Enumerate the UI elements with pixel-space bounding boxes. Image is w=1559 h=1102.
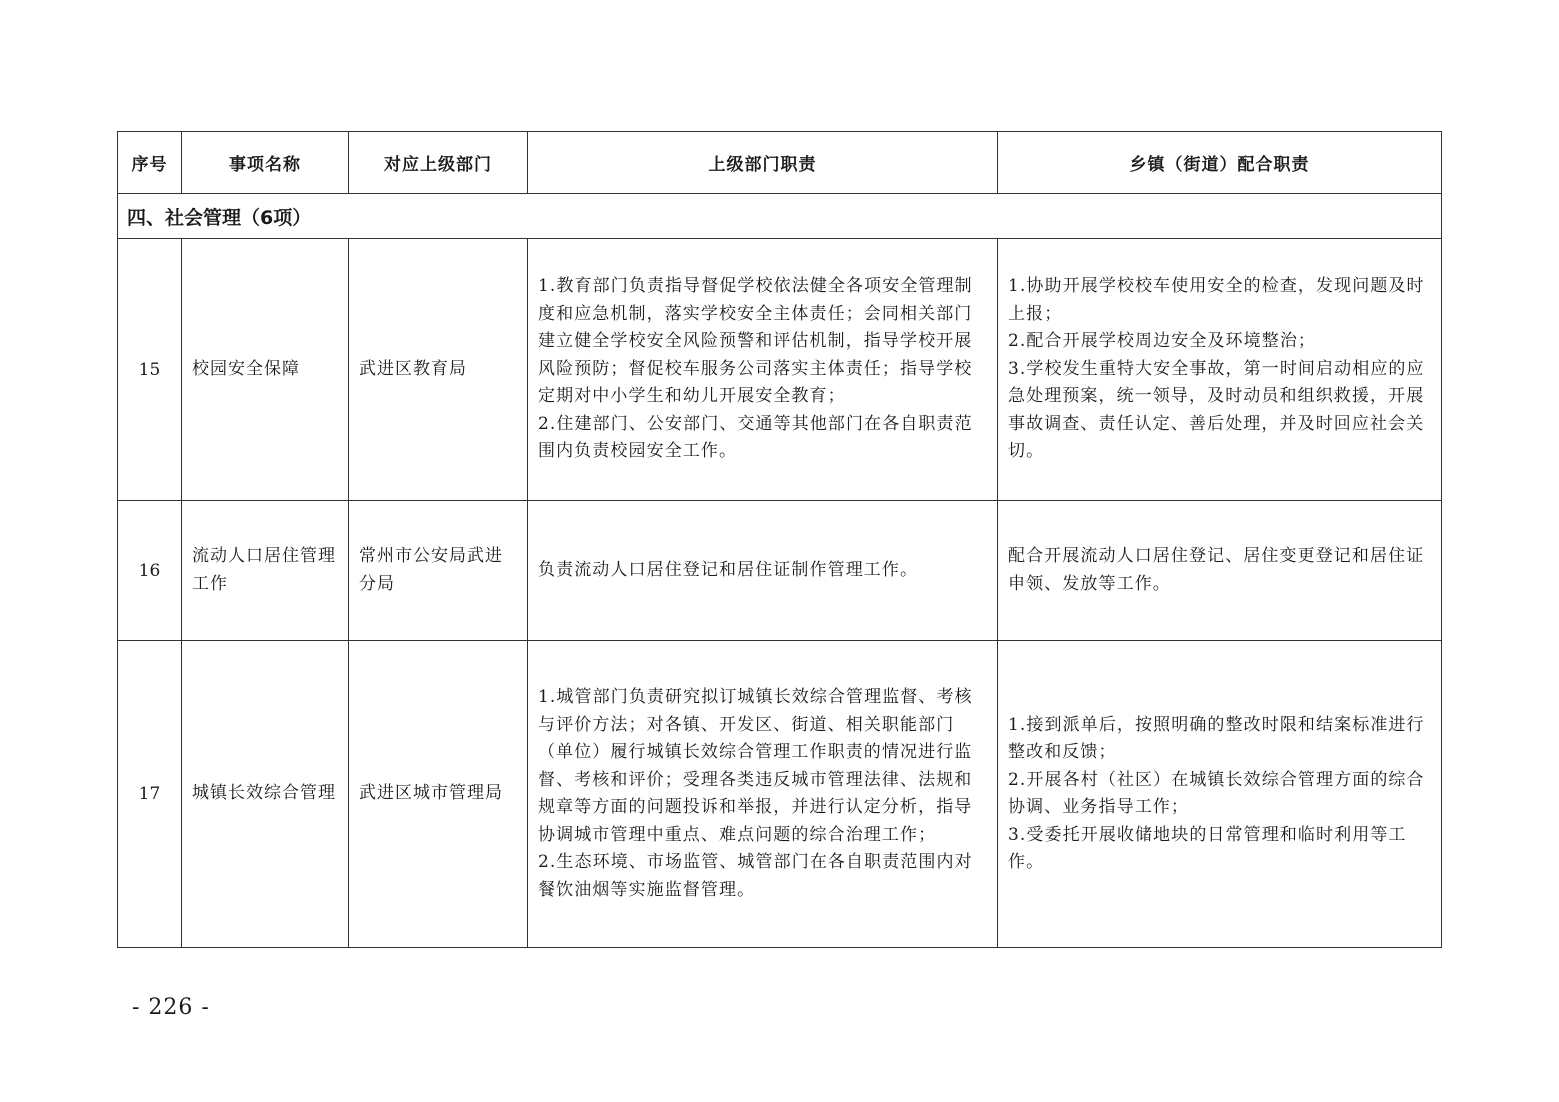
duty-line: 2.配合开展学校周边安全及环境整治；: [1008, 331, 1317, 352]
row-number: 15: [118, 239, 182, 501]
duty-line: 1.城管部门负责研究拟订城镇长效综合管理监督、考核与评价方法；对各镇、开发区、街道、相关职能部门（单位）履行城镇长效综合管理工作职责的情况进行监督、考核和评价；受理各类违反城市管理法律、法规和规章等方面的问题投诉和举报，并进行认定分析，指导协调城市管理中重点、难点问题的综合治理工作；: [538, 687, 973, 845]
section-title: 四、社会管理（6项）: [118, 194, 1442, 239]
duty-line: 负责流动人口居住登记和居住证制作管理工作。: [538, 559, 919, 580]
table-row: [118, 641, 1442, 948]
row-number: 16: [118, 501, 182, 641]
duty-line: 3.受委托开展收储地块的日常管理和临时利用等工作。: [1008, 824, 1407, 872]
row-number: 17: [118, 641, 182, 948]
header-number: 序号: [118, 132, 182, 194]
duty-line: 1.教育部门负责指导督促学校依法健全各项安全管理制度和应急机制，落实学校安全主体责任；会同相关部门建立健全学校安全风险预警和评估机制，指导学校开展风险预防；督促校车服务公司落实主体责任；指导学校定期对中小学生和幼儿开展安全教育；: [538, 276, 973, 407]
row-upper-duties: [528, 641, 998, 948]
duty-line: 配合开展流动人口居住登记、居住变更登记和居住证申领、发放等工作。: [1008, 546, 1425, 594]
row-town-duties: [998, 501, 1442, 641]
table-row: [118, 501, 1442, 641]
row-department: 武进区城市管理局: [349, 641, 528, 948]
row-department: 常州市公安局武进分局: [349, 501, 528, 641]
header-upper-duties: 上级部门职责: [528, 132, 998, 194]
duty-line: 2.开展各村（社区）在城镇长效综合管理方面的综合协调、业务指导工作；: [1008, 769, 1425, 817]
duty-line: 1.协助开展学校校车使用安全的检查，发现问题及时上报；: [1008, 276, 1425, 324]
page-number: - 226 -: [132, 995, 210, 1020]
row-item-name: 城镇长效综合管理: [182, 641, 349, 948]
duty-line: 2.住建部门、公安部门、交通等其他部门在各自职责范围内负责校园安全工作。: [538, 413, 973, 462]
section-row: [118, 194, 1442, 239]
row-department: 武进区教育局: [349, 239, 528, 501]
table-row: [118, 239, 1442, 501]
duty-line: 3.学校发生重特大安全事故，第一时间启动相应的应急处理预案，统一领导，及时动员和组织救援，开展事故调查、责任认定、善后处理，并及时回应社会关切。: [1008, 358, 1425, 462]
header-department: 对应上级部门: [349, 132, 528, 194]
row-upper-duties: [528, 239, 998, 501]
row-town-duties: [998, 641, 1442, 948]
row-item-name: 校园安全保障: [182, 239, 349, 501]
row-item-name: 流动人口居住管理工作: [182, 501, 349, 641]
header-item-name: 事项名称: [182, 132, 349, 194]
table-header-row: [118, 132, 1442, 194]
header-town-duties: 乡镇（街道）配合职责: [998, 132, 1442, 194]
duty-line: 2.生态环境、市场监管、城管部门在各自职责范围内对餐饮油烟等实施监督管理。: [538, 852, 973, 900]
row-upper-duties: [528, 501, 998, 641]
responsibility-table: [117, 131, 1442, 948]
row-town-duties: [998, 239, 1442, 501]
duty-line: 1.接到派单后，按照明确的整改时限和结案标准进行整改和反馈；: [1008, 714, 1425, 762]
